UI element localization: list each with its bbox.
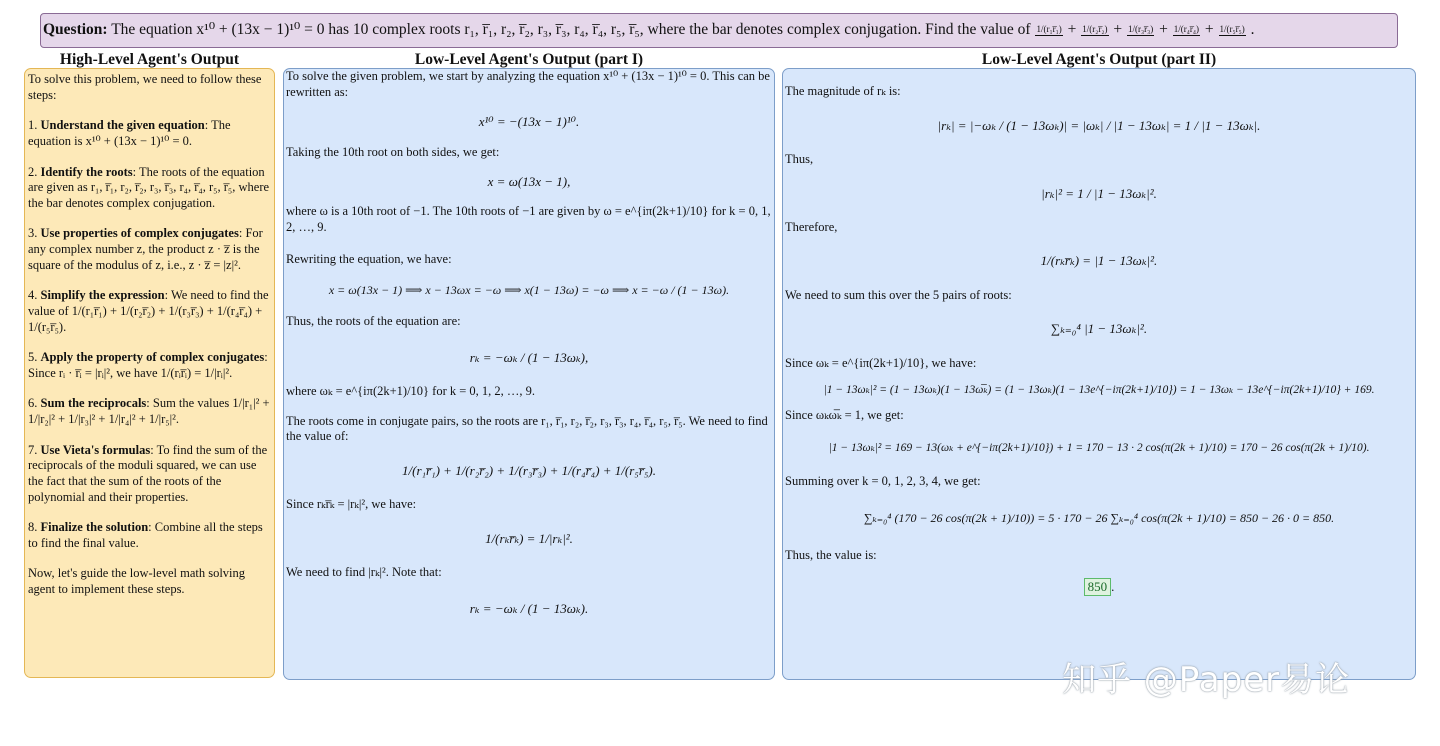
question-term-1: 1/(r₁r̅₁): [1036, 24, 1062, 35]
low-level-part1-title: Low-Level Agent's Output (part I): [414, 51, 644, 68]
low1-text-1: To solve the given problem, we start by analyzing the equation x¹⁰ + (13x − 1)¹⁰ = 0. This can be rewritten as:: [286, 69, 770, 99]
low1-eq-3: x = ω(13x − 1) ⟹ x − 13ωx = −ω ⟹ x(1 − 13ω) = −ω ⟹ x = −ω / (1 − 13ω).: [328, 283, 730, 298]
question-label: Question:: [43, 21, 108, 38]
high-level-title: High-Level Agent's Output: [59, 51, 240, 68]
low2-text-3: Therefore,: [785, 219, 838, 234]
low1-text-8: Since rₖr̅ₖ = |rₖ|², we have:: [286, 497, 417, 512]
low1-eq-7: rₖ = −ωₖ / (1 − 13ωₖ).: [469, 600, 589, 616]
high-step-5: 5. Apply the property of complex conjugates: Since rᵢ · r̅ᵢ = |rᵢ|², we have 1/(rᵢr̅ᵢ) = 1/|rᵢ|².: [28, 350, 268, 380]
low2-text-6: Since ωₖω̅ₖ = 1, we get:: [785, 407, 904, 422]
low2-text-1: The magnitude of rₖ is:: [785, 84, 901, 98]
high-step-7: 7. Use Vieta's formulas: To find the sum of the reciprocals of the moduli squared, we can use the fact that the sum of the roots of the polynomial and their properties.: [28, 442, 268, 504]
low-level-part2-title: Low-Level Agent's Output (part II): [981, 51, 1217, 68]
low1-text-7: The roots come in conjugate pairs, so the roots are r₁, r̅₁, r₂, r̅₂, r₃, r̅₃, r₄, r̅₄, r₅, r̅₅. We need to find the value of:: [286, 413, 768, 444]
high-outro: Now, let's guide the low-level math solving agent to implement these steps.: [28, 566, 246, 596]
high-level-panel: [24, 68, 275, 678]
final-answer-box: 850: [1084, 578, 1112, 596]
low2-eq-6: |1 − 13ωₖ|² = 169 − 13(ωₖ + e^{−iπ(2k+1)/10}) + 1 = 170 − 13 · 2 cos(π(2k + 1)/10) = 170 − 26 cos(π(2k + 1)/10).: [828, 442, 1370, 455]
low1-text-5: Thus, the roots of the equation are:: [286, 314, 461, 329]
high-step-1: 1. Understand the given equation: The equation is x¹⁰ + (13x − 1)¹⁰ = 0.: [28, 118, 231, 148]
low2-text-2: Thus,: [785, 151, 814, 166]
low1-text-6: where ωₖ = e^{iπ(2k+1)/10} for k = 0, 1, 2, …, 9.: [286, 384, 536, 399]
low2-eq-2: |rₖ|² = 1 / |1 − 13ωₖ|².: [1041, 185, 1157, 201]
low-level-part1-panel: [283, 68, 775, 680]
low2-text-4: We need to sum this over the 5 pairs of roots:: [785, 287, 1012, 302]
question-box: Question: The equation x¹⁰ + (13x − 1)¹⁰ = 0 has 10 complex roots r₁, r̅₁, r₂, r̅₂, r₃, r̅₃, r₄, r̅₄, r₅, r̅₅, where the bar denotes complex conjugation. Find the value of 1/(r₁r̅₁) + 1/(r₂r̅₂) + 1/(r₃r̅₃) + 1/(r₄r̅₄) + 1/(r₅r̅₅) .: [40, 13, 1398, 48]
high-step-2: 2. Identify the roots: The roots of the equation are given as r₁, r̅₁, r₂, r̅₂, r₃, r̅₃, r₄, r̅₄, r₅, r̅₅, where the bar denotes complex conjugation.: [28, 164, 270, 210]
low-level-part2-panel: [782, 68, 1416, 680]
low2-text-5: Since ωₖ = e^{iπ(2k+1)/10}, we have:: [785, 355, 977, 370]
question-term-3: 1/(r₃r̅₃): [1128, 24, 1154, 35]
question-term-4: 1/(r₄r̅₄): [1173, 24, 1200, 35]
low2-eq-4: ∑ₖ₌₀⁴ |1 − 13ωₖ|².: [1050, 321, 1148, 337]
low2-eq-5: |1 − 13ωₖ|² = (1 − 13ωₖ)(1 − 13ω̅ₖ) = (1 − 13ωₖ)(1 − 13e^{−iπ(2k+1)/10}) = 1 − 13ωₖ − 13e^{−iπ(2k+1)/10} + 169.: [823, 384, 1375, 397]
high-intro: To solve this problem, we need to follow these steps:: [28, 72, 262, 102]
question-text: The equation x¹⁰ + (13x − 1)¹⁰ = 0 has 10 complex roots r₁, r̅₁, r₂, r̅₂, r₃, r̅₃, r₄, r̅₄, r₅, r̅₅, where the bar denotes complex conjugation. Find the value of: [111, 21, 1031, 38]
low1-eq-5: 1/(r₁r̅₁) + 1/(r₂r̅₂) + 1/(r₃r̅₃) + 1/(r₄r̅₄) + 1/(r₅r̅₅).: [402, 463, 656, 478]
low2-text-7: Summing over k = 0, 1, 2, 3, 4, we get:: [785, 473, 981, 488]
high-step-3: 3. Use properties of complex conjugates: For any complex number z, the product z · z̅ is the square of the modulus of z, i.e., z · z̅ = |z|².: [28, 226, 263, 272]
low1-eq-4: rₖ = −ωₖ / (1 − 13ωₖ),: [469, 349, 589, 365]
low2-answer-line: 850 .: [785, 578, 1413, 596]
low1-text-4: Rewriting the equation, we have:: [286, 251, 452, 266]
question-term-5: 1/(r₅r̅₅): [1219, 24, 1245, 35]
high-step-6: 6. Sum the reciprocals: Sum the values 1/|r₁|² + 1/|r₂|² + 1/|r₃|² + 1/|r₄|² + 1/|r₅|².: [28, 396, 270, 426]
low1-text-3: where ω is a 10th root of −1. The 10th roots of −1 are given by ω = e^{iπ(2k+1)/10} for k = 0, 1, 2, …, 9.: [286, 204, 771, 234]
watermark: 知乎 @Paper易论: [1062, 660, 1351, 700]
high-step-4: 4. Simplify the expression: We need to find the value of 1/(r₁r̅₁) + 1/(r₂r̅₂) + 1/(r₃r̅₃) + 1/(r₄r̅₄) + 1/(r₅r̅₅).: [28, 288, 269, 334]
low2-eq-3: 1/(rₖr̅ₖ) = |1 − 13ωₖ|².: [1040, 253, 1158, 269]
low1-eq-6: 1/(rₖr̅ₖ) = 1/|rₖ|².: [485, 530, 573, 546]
low2-eq-1: |rₖ| = |−ωₖ / (1 − 13ωₖ)| = |ωₖ| / |1 − 13ωₖ| = 1 / |1 − 13ωₖ|.: [937, 117, 1261, 133]
low1-text-2: Taking the 10th root on both sides, we get:: [286, 144, 500, 159]
low1-eq-2: x = ω(13x − 1),: [487, 174, 571, 190]
low1-text-9: We need to find |rₖ|². Note that:: [286, 565, 442, 580]
low2-eq-7: ∑ₖ₌₀⁴ (170 − 26 cos(π(2k + 1)/10)) = 5 · 170 − 26 ∑ₖ₌₀⁴ cos(π(2k + 1)/10) = 850 − 26 · 0 = 850.: [863, 511, 1335, 526]
question-term-2: 1/(r₂r̅₂): [1082, 24, 1108, 35]
low2-text-8: Thus, the value is:: [785, 548, 877, 563]
high-step-8: 8. Finalize the solution: Combine all the steps to find the final value.: [28, 520, 263, 550]
low1-eq-1: x¹⁰ = −(13x − 1)¹⁰.: [478, 114, 580, 130]
